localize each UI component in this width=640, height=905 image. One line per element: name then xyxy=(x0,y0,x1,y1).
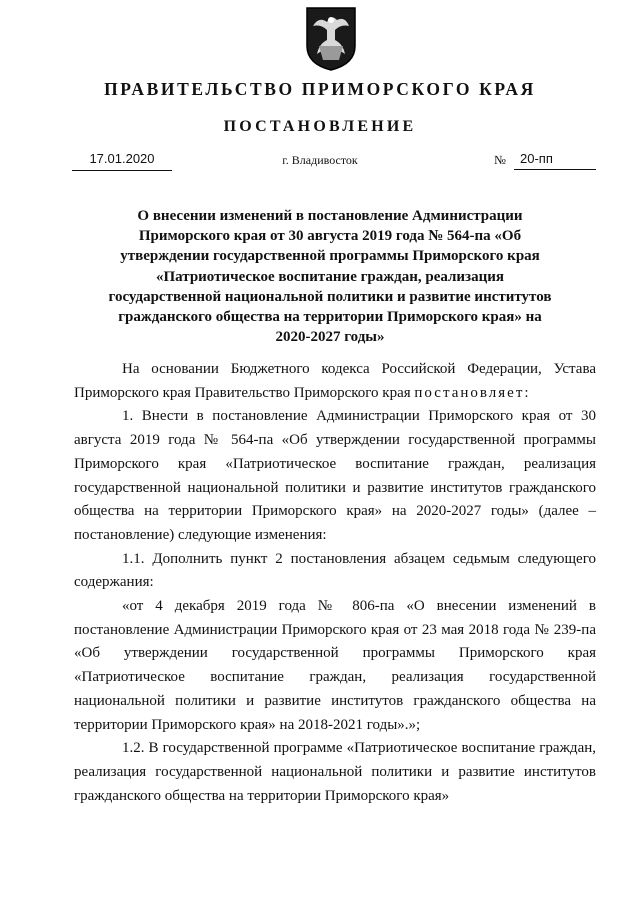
document-date: 17.01.2020 xyxy=(72,150,172,171)
number-sign: № xyxy=(494,153,506,167)
paragraph-item-1-2: 1.2. В государственной программе «Патриотическое воспитание граждан, реализация государственной национальной политики и развитие институтов гражданского общества на территории Приморского края» xyxy=(74,740,596,804)
government-title: ПРАВИТЕЛЬСТВО ПРИМОРСКОГО КРАЯ xyxy=(104,79,536,99)
document-type: ПОСТАНОВЛЕНИЕ xyxy=(223,118,417,135)
document-city: г. Владивосток xyxy=(282,153,358,167)
primorsky-krai-coat-of-arms-icon xyxy=(305,6,357,72)
paragraph-item-1: 1. Внести в постановление Администрации Приморского края от 30 августа 2019 года № 564-па «Об утверждении государственной программы Приморского края «Патриотическое воспитание граждан, реализация государственной национальной политики и развитие институтов гражданского общества на территории Приморского края» на 2020-2027 годы» (далее – постановление) следующие изменения: xyxy=(74,408,596,543)
paragraph-basis xyxy=(74,358,596,405)
paragraph-quote: «от 4 декабря 2019 года № 806-па «О внесении изменений в постановление Администрации Приморского края от 23 мая 2018 года № 239-па «Об утверждении государственной программы Приморского края «Патриотическое воспитание граждан, реализация государственной национальной политики и развитие институтов гражданского общества на территории Приморского края» на 2018-2021 годы».»; xyxy=(74,598,596,733)
decree-word: постановляет: xyxy=(414,384,531,401)
document-number: 20-пп xyxy=(514,150,596,170)
document-heading: О внесении изменений в постановление Администрации Приморского края от 30 августа 2019 года № 564-па «Об утверждении государственной программы Приморского края «Патриотическое воспитание граждан, реализация государственной национальной политики и развитие институтов гражданского общества на территории Приморского края» на 2020-2027 годы» xyxy=(108,208,552,346)
paragraph-basis-text: На основании Бюджетного кодекса Российской Федерации, Устава Приморского края Правительство Приморского края xyxy=(74,361,596,401)
paragraph-item-1-1: 1.1. Дополнить пункт 2 постановления абзацем седьмым следующего содержания: xyxy=(74,550,596,591)
document-body xyxy=(74,358,596,808)
